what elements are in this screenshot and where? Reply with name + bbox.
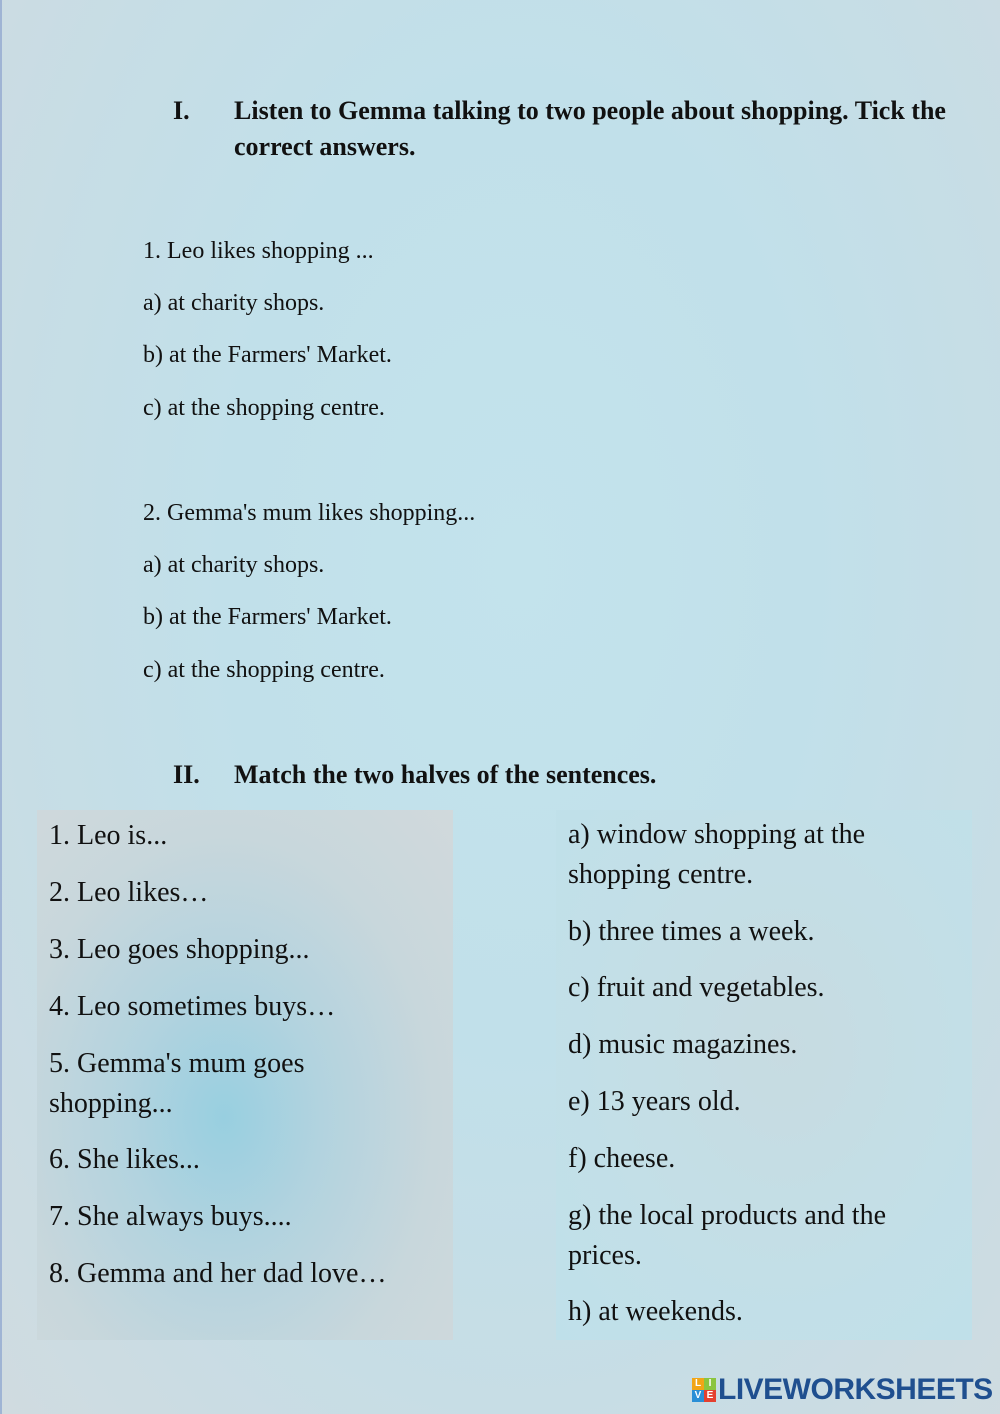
section-1-number: I. bbox=[173, 96, 190, 125]
match-right-item-b[interactable]: b) three times a week. bbox=[568, 916, 815, 947]
question-2-option-a[interactable]: a) at charity shops. bbox=[143, 552, 325, 578]
question-1-option-c[interactable]: c) at the shopping centre. bbox=[143, 395, 385, 421]
match-left-item-7[interactable]: 7. She always buys.... bbox=[49, 1201, 292, 1232]
question-1-option-a[interactable]: a) at charity shops. bbox=[143, 290, 325, 316]
match-left-item-8[interactable]: 8. Gemma and her dad love… bbox=[49, 1258, 387, 1289]
match-left-item-5[interactable]: 5. Gemma's mum goes shopping... bbox=[49, 1048, 305, 1119]
liveworksheets-logo-icon: L I V E bbox=[692, 1378, 716, 1402]
match-left-item-3[interactable]: 3. Leo goes shopping... bbox=[49, 934, 310, 965]
match-right-item-f[interactable]: f) cheese. bbox=[568, 1143, 676, 1174]
section-1-heading bbox=[173, 93, 953, 165]
question-1-option-b[interactable]: b) at the Farmers' Market. bbox=[143, 342, 392, 368]
match-right-column bbox=[556, 810, 972, 1340]
section-2-instruction: Match the two halves of the sentences. bbox=[234, 760, 657, 789]
liveworksheets-logo bbox=[692, 1372, 993, 1408]
match-left-item-1[interactable]: 1. Leo is... bbox=[49, 820, 168, 851]
match-right-item-g[interactable]: g) the local products and the prices. bbox=[568, 1200, 887, 1271]
match-left-column bbox=[37, 810, 453, 1340]
match-right-item-h[interactable]: h) at weekends. bbox=[568, 1296, 743, 1327]
match-right-item-a[interactable]: a) window shopping at the shopping centre. bbox=[568, 819, 866, 890]
section-2-heading bbox=[173, 757, 873, 793]
question-2-option-c[interactable]: c) at the shopping centre. bbox=[143, 657, 385, 683]
question-2-option-b[interactable]: b) at the Farmers' Market. bbox=[143, 604, 392, 630]
match-right-item-e[interactable]: e) 13 years old. bbox=[568, 1086, 741, 1117]
match-right-item-d[interactable]: d) music magazines. bbox=[568, 1029, 798, 1060]
page-left-rule bbox=[0, 0, 2, 1414]
match-left-item-2[interactable]: 2. Leo likes… bbox=[49, 877, 209, 908]
liveworksheets-logo-text: LIVEWORKSHEETS bbox=[718, 1373, 993, 1406]
match-left-item-6[interactable]: 6. She likes... bbox=[49, 1144, 200, 1175]
match-left-item-4[interactable]: 4. Leo sometimes buys… bbox=[49, 991, 336, 1022]
section-2-number: II. bbox=[173, 760, 200, 789]
section-1-instruction: Listen to Gemma talking to two people about shopping. Tick the correct answers. bbox=[234, 96, 946, 161]
question-1-stem: 1. Leo likes shopping ... bbox=[143, 238, 374, 264]
question-2-stem: 2. Gemma's mum likes shopping... bbox=[143, 500, 476, 526]
match-right-item-c[interactable]: c) fruit and vegetables. bbox=[568, 972, 825, 1003]
